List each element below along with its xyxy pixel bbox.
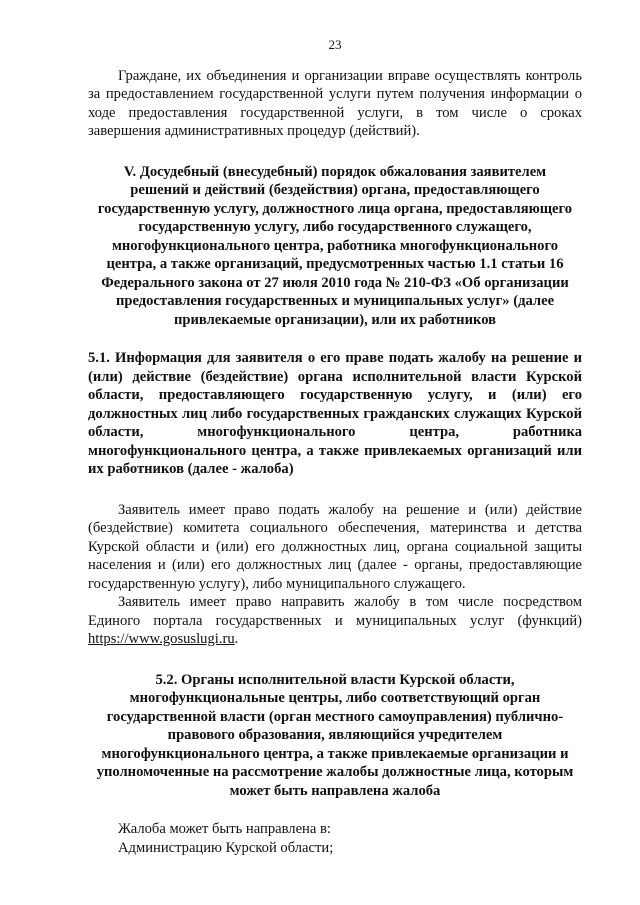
page-number: 23 xyxy=(328,37,342,52)
paragraph-right-to-complain: Заявитель имеет право подать жалобу на решение и (или) действие (бездействие) комитета социального обеспечения, материнства и детства Курской области и (или) его должностных лиц, органа социальной защиты населения и (или) его должностных лиц (далее - органы, предоставляющие государственную услугу), либо муниципального служащего. xyxy=(88,501,582,592)
line-administration: Администрацию Курской области; xyxy=(118,839,334,856)
gosuslugi-link[interactable]: https://www.gosuslugi.ru xyxy=(88,631,235,647)
section-5-title: V. Досудебный (внесудебный) порядок обжалования заявителем решений и действий (бездействия) органа, предоставляющего государственную услугу, должностного лица органа, предоставляющего государственную услугу, либо государственного служащего, многофункционального центра, работника многофункционального центра, а также организаций, предусмотренных частью 1.1 статьи 16 Федерального закона от 27 июля 2010 года № 210-ФЗ «Об организации предоставления государственных и муниципальных услуг» (далее привлекаемые организации), или их работников xyxy=(97,163,573,328)
line-complaint-directed: Жалоба может быть направлена в: xyxy=(118,821,331,837)
portal-text-end: . xyxy=(234,631,239,647)
section-5-1-title: 5.1. Информация для заявителя о его праве подать жалобу на решение и (или) действие (бездействие) органа исполнительной власти Курской области, предоставляющего государственную услугу, и (или) его должностных лиц либо государственных гражданских служащих Курской области, многофункционального центра, работника многофункционального центра, а также привлекаемых организаций или их работников (далее - жалоба) xyxy=(88,350,582,477)
paragraph-control: Граждане, их объединения и организации вправе осуществлять контроль за предоставлением государственной услуги путем получения информации о ходе предоставления государственной услуги, в том числе о сроках завершения административных процедур (действий). xyxy=(88,67,582,139)
portal-text: Заявитель имеет право направить жалобу в том числе посредством Единого портала государственных и муниципальных услуг (функций) xyxy=(88,594,582,629)
paragraph-portal xyxy=(88,593,582,649)
section-5-2-title: 5.2. Органы исполнительной власти Курской области, многофункциональные центры, либо соответствующий орган государственной власти (орган местного самоуправления) публично-правового образования, являющийся учредителем многофункционального центра, а также привлекаемые организации и уполномоченные на рассмотрение жалобы должностные лица, которым может быть направлена жалоба xyxy=(96,671,574,799)
